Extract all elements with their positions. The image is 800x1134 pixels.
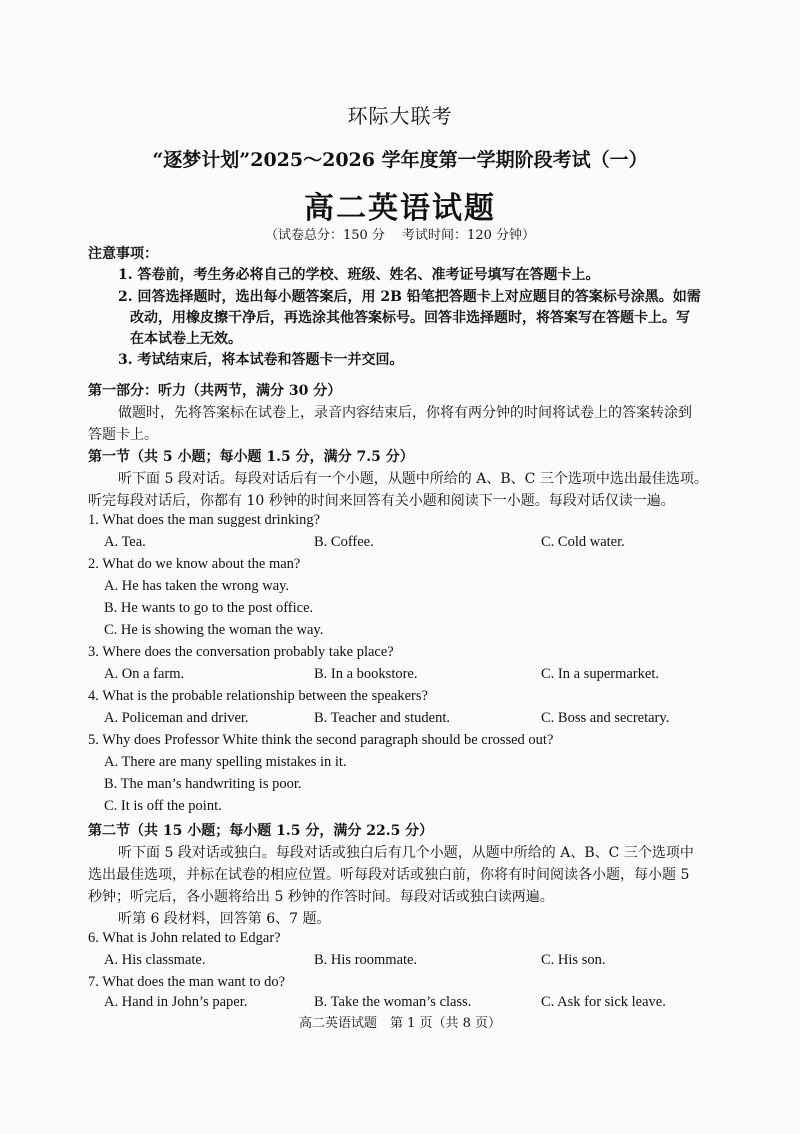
notice-item-2-line-1: 2. 回答选择题时，选出每小题答案后，用 2B 铅笔把答题卡上对应题目的答案标号涂黑。如需 <box>118 289 701 305</box>
question-5-option-c: C. It is off the point. <box>104 798 222 814</box>
part1-intro-line-2: 答题卡上。 <box>88 427 158 443</box>
question-3-option-c: C. In a supermarket. <box>541 666 659 682</box>
question-3-option-b: B. In a bookstore. <box>314 666 418 682</box>
question-7-option-a: A. Hand in John’s paper. <box>104 994 248 1010</box>
exam-organization: 环际大联考 <box>347 104 453 128</box>
question-1-option-c: C. Cold water. <box>541 534 625 550</box>
section1-title: 第一节（共 5 小题；每小题 1.5 分，满分 7.5 分） <box>88 449 414 465</box>
question-2-stem: 2. What do we know about the man? <box>88 556 301 572</box>
question-2-option-c: C. He is showing the woman the way. <box>104 622 324 638</box>
section2-intro-line-3: 秒钟；听完后，各小题将给出 5 秒钟的作答时间。每段对话或独白读两遍。 <box>88 889 554 905</box>
notice-item-3: 3. 考试结束后，将本试卷和答题卡一并交回。 <box>118 352 404 368</box>
question-2-option-a: A. He has taken the wrong way. <box>104 578 290 594</box>
question-6-stem: 6. What is John related to Edgar? <box>88 930 281 946</box>
exam-meta: （试卷总分：150 分 考试时间：120 分钟） <box>264 228 536 243</box>
question-7-stem: 7. What does the man want to do? <box>88 974 286 990</box>
section1-intro-line-2: 听完每段对话后，你都有 10 秒钟的时间来回答有关小题和阅读下一小题。每段对话仅读一遍。 <box>88 493 675 509</box>
section2-intro-line-1: 听下面 5 段对话或独白。每段对话或独白后有几个小题，从题中所给的 A、B、C 三个选项中 <box>118 845 694 861</box>
question-3-stem: 3. Where does the conversation probably take place? <box>88 644 394 660</box>
section1-intro-line-1: 听下面 5 段对话。每段对话后有一个小题，从题中所给的 A、B、C 三个选项中选出最佳选项。 <box>118 471 708 487</box>
question-4-option-a: A. Policeman and driver. <box>104 710 249 726</box>
page-footer: 高二英语试题 第 1 页（共 8 页） <box>298 1016 502 1031</box>
section2-intro-line-2: 选出最佳选项，并标在试卷的相应位置。听每段对话或独白前，你将有时间阅读各小题，每小题 5 <box>88 867 690 883</box>
notice-title: 注意事项： <box>88 246 158 262</box>
notice-item-1: 1. 答卷前，考生务必将自己的学校、班级、姓名、准考证号填写在答题卡上。 <box>118 267 600 283</box>
question-4-option-b: B. Teacher and student. <box>314 710 451 726</box>
question-4-option-c: C. Boss and secretary. <box>541 710 670 726</box>
question-4-stem: 4. What is the probable relationship between the speakers? <box>88 688 428 704</box>
part1-intro-line-1: 做题时，先将答案标在试卷上，录音内容结束后，你将有两分钟的时间将试卷上的答案转涂到 <box>118 405 692 421</box>
question-2-option-b: B. He wants to go to the post office. <box>104 600 314 616</box>
question-6-option-c: C. His son. <box>541 952 606 968</box>
part1-title: 第一部分：听力（共两节，满分 30 分） <box>88 383 342 399</box>
exam-name: “逐梦计划”2025～2026 学年度第一学期阶段考试（一） <box>152 149 648 171</box>
question-3-option-a: A. On a farm. <box>104 666 185 682</box>
question-7-option-b: B. Take the woman’s class. <box>314 994 472 1010</box>
question-1-option-b: B. Coffee. <box>314 534 374 550</box>
question-5-option-b: B. The man’s handwriting is poor. <box>104 776 302 792</box>
question-1-stem: 1. What does the man suggest drinking? <box>88 512 321 528</box>
section2-title: 第二节（共 15 小题；每小题 1.5 分，满分 22.5 分） <box>88 823 434 839</box>
subject-title: 高二英语试题 <box>304 191 496 226</box>
notice-item-2-line-3: 在本试卷上无效。 <box>130 331 242 347</box>
section2-material-6: 听第 6 段材料，回答第 6、7 题。 <box>118 911 331 927</box>
question-5-option-a: A. There are many spelling mistakes in it. <box>104 754 347 770</box>
question-5-stem: 5. Why does Professor White think the second paragraph should be crossed out? <box>88 732 554 748</box>
question-7-option-c: C. Ask for sick leave. <box>541 994 666 1010</box>
question-6-option-a: A. His classmate. <box>104 952 206 968</box>
question-6-option-b: B. His roommate. <box>314 952 418 968</box>
notice-item-2-line-2: 改动，用橡皮擦干净后，再选涂其他答案标号。回答非选择题时，将答案写在答题卡上。写 <box>130 310 690 326</box>
question-1-option-a: A. Tea. <box>104 534 146 550</box>
